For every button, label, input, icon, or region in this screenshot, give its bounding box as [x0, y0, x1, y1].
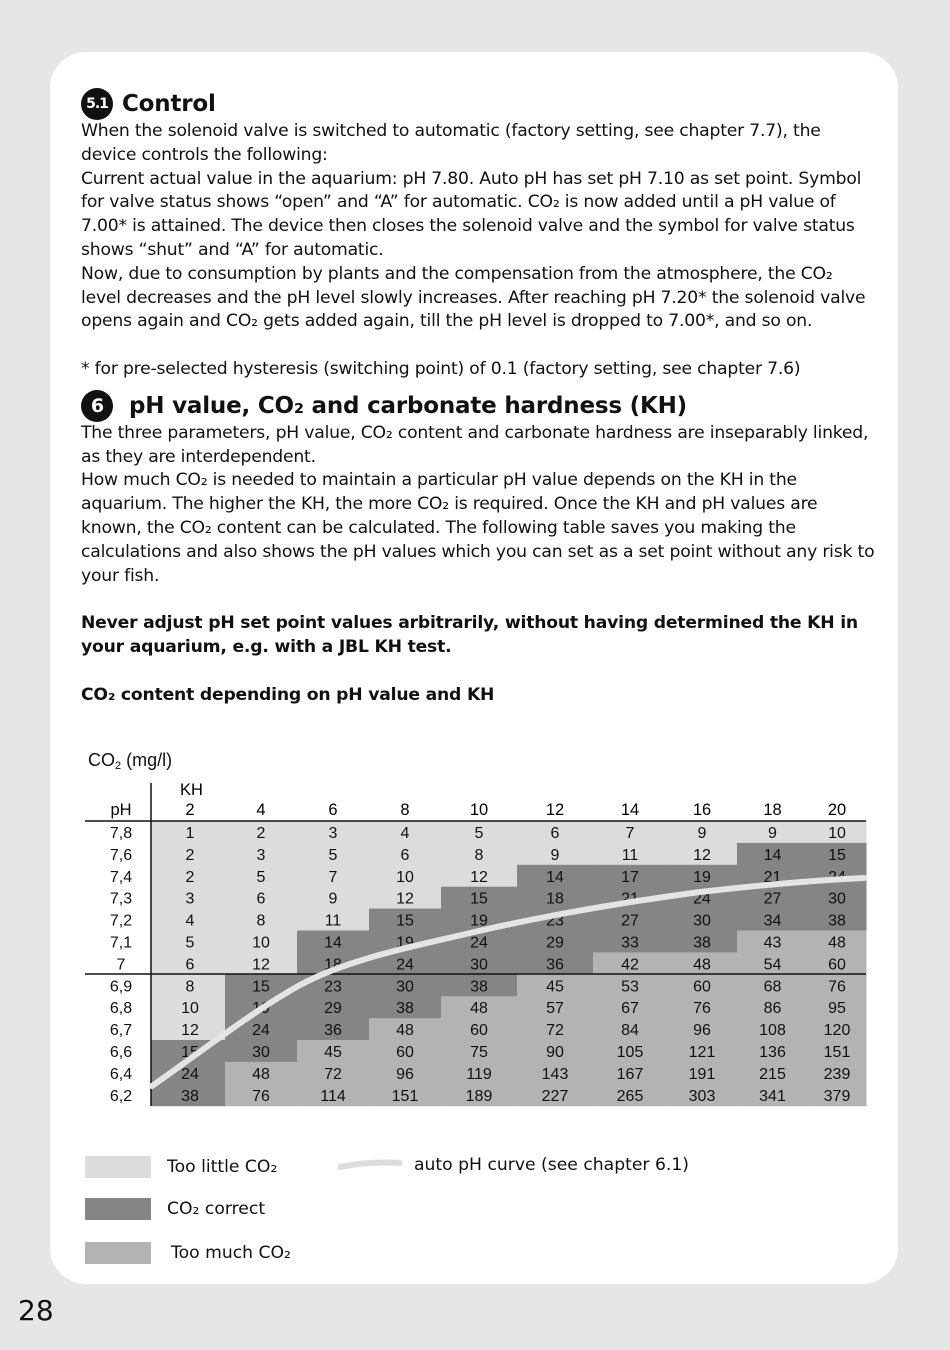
- kh-column-label: 18: [763, 801, 782, 819]
- cell-value: 60: [828, 956, 846, 974]
- page-number: 28: [18, 1294, 54, 1327]
- cell-value: 76: [252, 1087, 270, 1105]
- cell-value: 6: [550, 825, 560, 842]
- cell-value: 23: [546, 912, 564, 930]
- cell-value: 34: [763, 912, 782, 930]
- cell-value: 191: [688, 1065, 716, 1083]
- cell-value: 303: [688, 1087, 716, 1105]
- cell-value: 2: [185, 868, 195, 886]
- cell-value: 12: [470, 868, 488, 886]
- cell-value: 21: [621, 890, 639, 908]
- section-number-badge: 6: [81, 390, 113, 422]
- cell-value: 136: [759, 1044, 786, 1061]
- cell-value: 42: [621, 956, 639, 974]
- cell-value: 215: [759, 1065, 786, 1083]
- footnote: * for pre-selected hysteresis (switching point) of 0.1 (factory setting, see chapter 7.6): [81, 358, 801, 379]
- ph-row-label: 6,8: [109, 1000, 133, 1018]
- kh-column-label: 2: [185, 801, 195, 819]
- cell-value: 14: [763, 846, 782, 864]
- kh-column-label: 8: [400, 801, 410, 819]
- cell-value: 3: [185, 890, 195, 908]
- cell-value: 19: [252, 1000, 270, 1018]
- cell-value: 2: [185, 846, 195, 864]
- cell-value: 121: [688, 1044, 716, 1061]
- ph-row-label: 6,7: [109, 1022, 133, 1040]
- legend-label: auto pH curve (see chapter 6.1): [414, 1155, 689, 1175]
- legend-label: Too little CO₂: [167, 1157, 278, 1177]
- cell-value: 72: [324, 1065, 342, 1083]
- cell-value: 86: [763, 1000, 782, 1018]
- kh-column-label: 4: [256, 801, 266, 819]
- ph-row-label: 7,3: [109, 890, 133, 908]
- cell-value: 5: [256, 868, 266, 886]
- cell-value: 105: [616, 1044, 644, 1061]
- cell-value: 24: [470, 934, 488, 952]
- legend-swatch-too-much: [85, 1242, 151, 1264]
- cell-value: 12: [252, 956, 270, 974]
- kh-column-label: 14: [620, 801, 640, 819]
- legend-curve: [338, 1155, 689, 1175]
- cell-value: 14: [324, 934, 342, 952]
- cell-value: 24: [181, 1065, 199, 1083]
- cell-value: 57: [546, 1000, 564, 1018]
- cell-value: 15: [828, 846, 846, 864]
- cell-value: 10: [396, 868, 414, 886]
- cell-value: 33: [621, 934, 639, 952]
- paragraph: Now, due to consumption by plants and the compensation from the atmosphere, the CO₂ level decreases and the pH level slowly increases. After reaching pH 7.20* the solenoid valve opens again and CO₂ gets added again, till the pH level is dropped to 7.00*, and so on.: [81, 263, 866, 332]
- ph-row-label: 7,6: [109, 846, 133, 864]
- cell-value: 27: [621, 912, 639, 930]
- cell-value: 151: [823, 1044, 851, 1061]
- cell-value: 45: [324, 1044, 342, 1061]
- kh-column-label: 6: [328, 801, 338, 819]
- cell-value: 76: [693, 1000, 711, 1018]
- kh-column-label: 16: [692, 801, 712, 819]
- cell-value: 227: [541, 1087, 569, 1105]
- cell-value: 7: [328, 868, 338, 886]
- chart-unit-label: $CO_2$ (mg/l): [88, 750, 173, 772]
- cell-value: 6: [256, 890, 266, 908]
- cell-value: 68: [763, 978, 782, 996]
- cell-value: 189: [465, 1087, 493, 1105]
- cell-value: 36: [324, 1022, 342, 1040]
- cell-value: 15: [181, 1044, 199, 1061]
- cell-value: 143: [541, 1065, 569, 1083]
- cell-value: 14: [546, 868, 564, 886]
- kh-column-label: 20: [827, 801, 847, 819]
- cell-value: 5: [474, 825, 484, 842]
- legend-swatch-too-little: [85, 1156, 151, 1178]
- ph-row-label: 7: [116, 956, 126, 974]
- section-title: pH value, CO₂ and carbonate hardness (KH): [129, 392, 687, 419]
- cell-value: 76: [828, 978, 846, 996]
- cell-value: 30: [252, 1044, 270, 1061]
- paragraph: How much CO₂ is needed to maintain a particular pH value depends on the KH in the aquarium. The higher the KH, the more CO₂ is required. Once the KH and pH values are known, the CO₂ content can be calculated. The following table saves you making the calculations and also shows the pH values which you can set as a set point without any risk to your fish.: [81, 470, 875, 586]
- legend-label: CO₂ correct: [167, 1199, 266, 1219]
- cell-value: 10: [828, 825, 846, 842]
- cell-value: 60: [470, 1022, 488, 1040]
- ph-axis-label: pH: [110, 801, 132, 819]
- cell-value: 119: [466, 1065, 492, 1083]
- cell-value: 29: [324, 1000, 342, 1018]
- warning-text: Never adjust pH set point values arbitrarily, without having determined the KH in your aquarium, e.g. with a JBL KH test.: [81, 613, 858, 657]
- cell-value: 8: [256, 912, 266, 930]
- cell-value: 27: [763, 890, 782, 908]
- ph-row-label: 7,8: [109, 825, 133, 842]
- cell-value: 341: [759, 1087, 786, 1105]
- cell-value: 15: [252, 978, 270, 996]
- cell-value: 72: [546, 1022, 564, 1040]
- cell-value: 24: [396, 956, 414, 974]
- legend-too-much: [85, 1242, 291, 1264]
- cell-value: 95: [828, 1000, 846, 1018]
- cell-value: 48: [828, 934, 846, 952]
- cell-value: 38: [181, 1087, 199, 1105]
- cell-value: 36: [546, 956, 564, 974]
- cell-value: 18: [546, 890, 564, 908]
- cell-value: 19: [396, 934, 414, 952]
- cell-value: 21: [763, 868, 782, 886]
- cell-value: 60: [693, 978, 711, 996]
- cell-value: 48: [470, 1000, 488, 1018]
- cell-value: 53: [621, 978, 639, 996]
- ph-row-label: 7,2: [109, 912, 133, 930]
- cell-value: 75: [470, 1044, 488, 1061]
- cell-value: 19: [470, 912, 488, 930]
- cell-value: 54: [763, 956, 782, 974]
- legend-too-little: [85, 1156, 277, 1178]
- cell-value: 4: [185, 912, 195, 930]
- cell-value: 9: [550, 846, 560, 864]
- cell-value: 265: [616, 1087, 644, 1105]
- cell-value: 120: [823, 1022, 851, 1040]
- cell-value: 30: [693, 912, 711, 930]
- cell-value: 96: [396, 1065, 414, 1083]
- ph-row-label: 7,1: [109, 934, 133, 952]
- cell-value: 17: [621, 868, 639, 886]
- cell-value: 10: [181, 1000, 199, 1018]
- curve-line-icon: [338, 1159, 402, 1171]
- cell-value: 67: [621, 1000, 639, 1018]
- cell-value: 8: [185, 978, 195, 996]
- cell-value: 7: [625, 825, 635, 842]
- kh-axis-label: KH: [180, 781, 203, 799]
- cell-value: 45: [546, 978, 564, 996]
- cell-value: 5: [328, 846, 338, 864]
- kh-column-label: 12: [545, 801, 565, 819]
- cell-value: 6: [400, 846, 410, 864]
- cell-value: 12: [181, 1022, 199, 1040]
- cell-value: 38: [396, 1000, 414, 1018]
- cell-value: 60: [396, 1044, 414, 1061]
- cell-value: 24: [252, 1022, 270, 1040]
- legend-label: Too much CO₂: [171, 1243, 291, 1263]
- cell-value: 239: [823, 1065, 851, 1083]
- cell-value: 24: [693, 890, 711, 908]
- legend-swatch-correct: [85, 1198, 151, 1220]
- paragraph: Current actual value in the aquarium: pH 7.80. Auto pH has set pH 7.10 as set point. Symbol for valve status shows “open” and “A” for automatic. CO₂ is now added until a pH value of 7.00* is attained. The device then closes the solenoid valve and the symbol for valve status shows “shut” and “A” for automatic.: [81, 168, 862, 260]
- cell-value: 30: [828, 890, 846, 908]
- cell-value: 108: [759, 1022, 786, 1040]
- cell-value: 9: [768, 825, 777, 842]
- section-number-badge: 5.1: [81, 88, 113, 120]
- paragraph: The three parameters, pH value, CO₂ content and carbonate hardness are inseparably linked, as they are interdependent.: [81, 422, 869, 467]
- cell-value: 379: [823, 1087, 851, 1105]
- cell-value: 90: [546, 1044, 564, 1061]
- section-title: Control: [122, 91, 216, 117]
- cell-value: 43: [763, 934, 782, 952]
- cell-value: 38: [828, 912, 846, 930]
- cell-value: 12: [693, 846, 711, 864]
- ph-row-label: 6,2: [109, 1087, 133, 1105]
- cell-value: 84: [621, 1022, 639, 1040]
- cell-value: 9: [697, 825, 707, 842]
- cell-value: 15: [470, 890, 488, 908]
- paragraph: When the solenoid valve is switched to automatic (factory setting, see chapter 7.7), the device controls the following:: [81, 121, 821, 165]
- ph-row-label: 6,6: [109, 1044, 133, 1061]
- cell-value: 30: [396, 978, 414, 996]
- cell-value: 30: [470, 956, 488, 974]
- cell-value: 23: [324, 978, 342, 996]
- cell-value: 12: [396, 890, 414, 908]
- cell-value: 1: [185, 825, 195, 842]
- cell-value: 11: [324, 912, 342, 930]
- cell-value: 48: [252, 1065, 270, 1083]
- cell-value: 96: [693, 1022, 711, 1040]
- cell-value: 15: [396, 912, 414, 930]
- cell-value: 38: [693, 934, 711, 952]
- cell-value: 2: [256, 825, 266, 842]
- cell-value: 151: [391, 1087, 419, 1105]
- legend-correct: [85, 1198, 265, 1220]
- cell-value: 3: [328, 825, 338, 842]
- cell-value: 38: [470, 978, 488, 996]
- cell-value: 10: [252, 934, 270, 952]
- cell-value: 29: [546, 934, 564, 952]
- cell-value: 4: [400, 825, 410, 842]
- ph-row-label: 7,4: [109, 868, 133, 886]
- cell-value: 48: [693, 956, 711, 974]
- cell-value: 18: [324, 956, 342, 974]
- cell-value: 48: [396, 1022, 414, 1040]
- cell-value: 8: [474, 846, 484, 864]
- ph-row-label: 6,4: [109, 1065, 133, 1083]
- cell-value: 5: [185, 934, 195, 952]
- kh-column-label: 10: [469, 801, 489, 819]
- cell-value: 19: [693, 868, 711, 886]
- cell-value: 3: [256, 846, 266, 864]
- cell-value: 6: [185, 956, 195, 974]
- cell-value: 114: [320, 1087, 346, 1105]
- table-caption: CO₂ content depending on pH value and KH: [81, 684, 495, 705]
- cell-value: 11: [621, 846, 639, 864]
- cell-value: 24: [828, 868, 846, 886]
- ph-row-label: 6,9: [109, 978, 133, 996]
- cell-value: 167: [616, 1065, 644, 1083]
- cell-value: 9: [328, 890, 338, 908]
